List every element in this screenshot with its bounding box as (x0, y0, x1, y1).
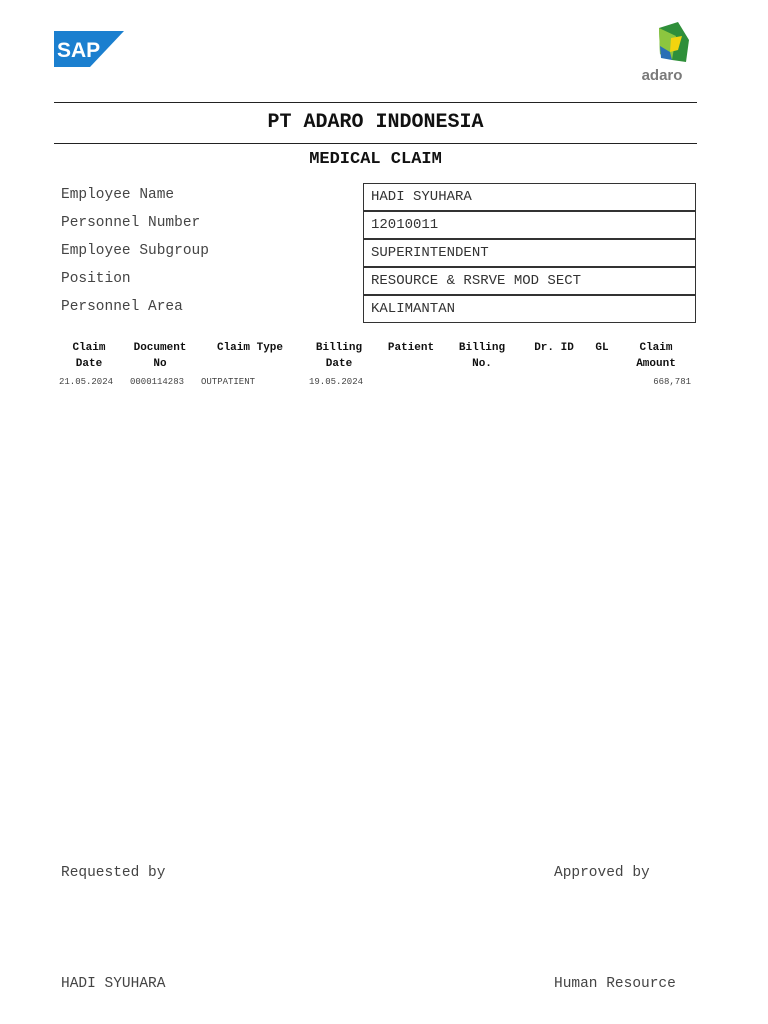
cell-claim-type: OUTPATIENT (201, 377, 256, 387)
cell-claim-date: 21.05.2024 (59, 377, 114, 387)
approved-by-label: Approved by (554, 865, 650, 881)
cell-billing-date: 19.05.2024 (309, 377, 364, 387)
document-title: MEDICAL CLAIM (309, 150, 442, 169)
header-claim-type: Claim Type (216, 342, 283, 354)
employee-name-label: Employee Name (61, 187, 175, 203)
employee-subgroup-field: SUPERINTENDENT (363, 239, 696, 267)
employee-subgroup-label: Employee Subgroup (61, 243, 209, 259)
adaro-logo-text: adaro (641, 67, 683, 84)
requested-by-name: HADI SYUHARA (61, 976, 166, 992)
position-label: Position (61, 271, 131, 287)
header-dr-id: Dr. ID (534, 342, 574, 354)
personnel-number-field: 12010011 (363, 211, 696, 239)
cell-document-no: 0000114283 (130, 377, 185, 387)
personnel-number-label: Personnel Number (61, 215, 201, 231)
position-field: RESOURCE & RSRVE MOD SECT (363, 267, 696, 295)
adaro-logo (630, 22, 694, 84)
header-claim-amount: Claim Amount (636, 342, 676, 370)
personnel-area-label: Personnel Area (61, 299, 183, 315)
title-rule (54, 143, 697, 144)
header-billing-date: Billing Date (315, 342, 363, 370)
approved-by-name: Human Resource (554, 976, 676, 992)
sap-logo (54, 31, 124, 67)
company-title: PT ADARO INDONESIA (267, 111, 484, 134)
employee-name-field: HADI SYUHARA (363, 183, 696, 211)
requested-by-label: Requested by (61, 865, 166, 881)
header-patient: Patient (387, 342, 435, 354)
header-gl: GL (595, 342, 609, 354)
header-claim-date: Claim Date (72, 342, 106, 370)
header-document-no: Document No (133, 342, 187, 370)
sap-logo-text: SAP (57, 39, 101, 62)
cell-claim-amount: 668,781 (653, 377, 691, 387)
top-rule (54, 102, 697, 103)
header-billing-no: Billing No. (458, 342, 506, 370)
personnel-area-field: KALIMANTAN (363, 295, 696, 323)
